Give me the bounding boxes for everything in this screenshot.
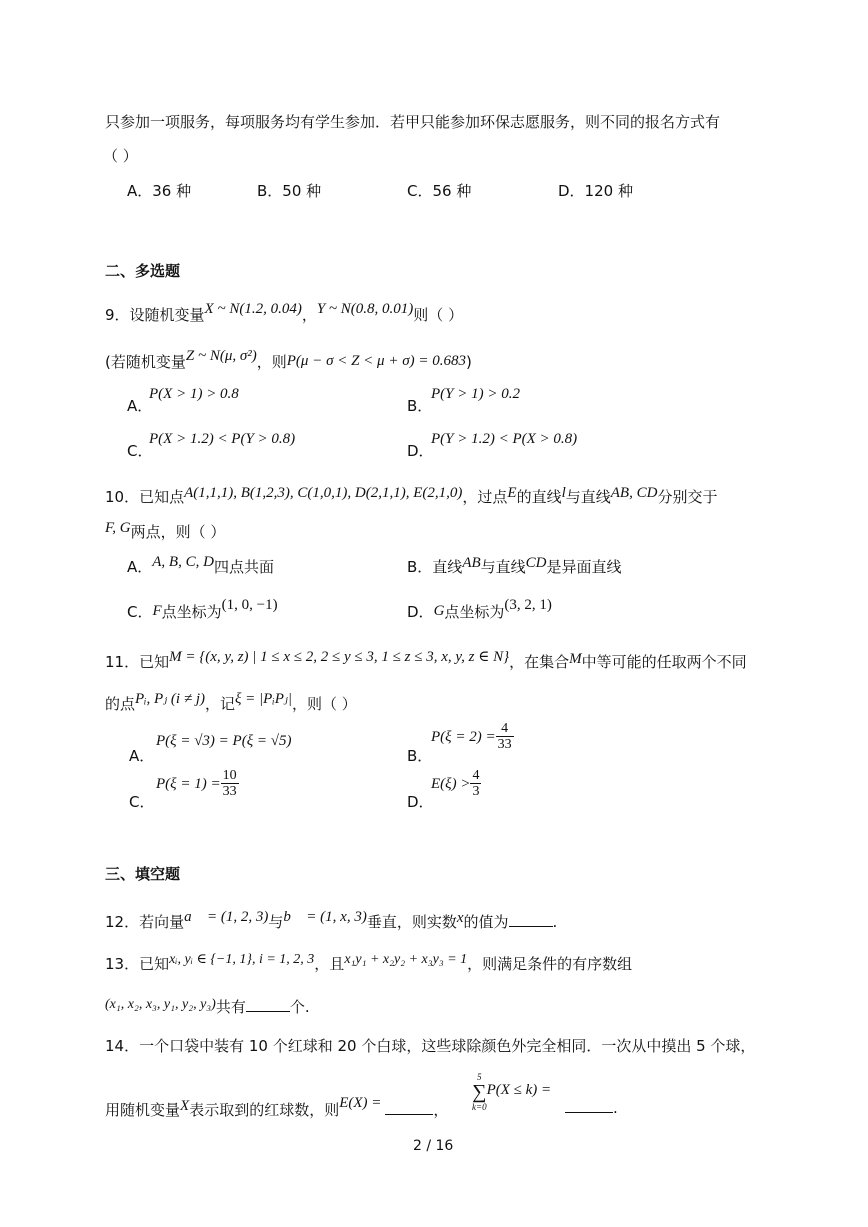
section-title-fill-in: 三、填空题 [105, 865, 181, 883]
q14-answer-blank-2[interactable] [565, 1111, 613, 1113]
q14-sum-sigma: ∑ [472, 1081, 487, 1103]
q10-option-b-label: B． [407, 558, 433, 576]
q11-option-c-label: C． [129, 793, 155, 811]
q10-option-c-label: C． [127, 603, 153, 621]
q10-e: E [507, 485, 517, 501]
q8-continuation: 只参加一项服务，每项服务均有学生参加．若甲只能参加环保志愿服务，则不同的报名方式有 [105, 113, 721, 131]
q14-summation [472, 1072, 487, 1112]
q10-option-c-f: F [152, 603, 162, 619]
q10-option-d-value: (3, 2, 1) [504, 597, 552, 613]
q10-option-d-text: 点坐标为 [444, 603, 505, 621]
q10-points: A(1,1,1), B(1,2,3), C(1,0,1), D(2,1,1), E(2,1,0) [184, 485, 463, 501]
q10-option-a [127, 556, 274, 577]
q11-stem-line2 [105, 693, 357, 714]
q11-end: ，则（ ） [291, 695, 357, 713]
q13-tuple: (x₁, x₂, x₃, y₁, y₂, y₃) [105, 997, 216, 1012]
q9-note-p: P(μ − σ < Z < μ + σ) = 0.683 [286, 353, 466, 369]
q9-comma: ， [301, 306, 317, 324]
q13-stem [105, 953, 632, 974]
q9-end: 则（ ） [413, 306, 464, 324]
q11-option-b-lhs: P(ξ = 2) = [431, 729, 496, 745]
q14-expectation: E(X) = [339, 1095, 382, 1111]
q10-option-c [127, 597, 278, 622]
q14-sum-lower: k=0 [472, 1102, 487, 1112]
q12-end: 的值为 [463, 913, 509, 931]
q8-option-c: C．56 种 [407, 182, 472, 200]
q9-note-z: Z ~ N(μ, σ²) [185, 348, 257, 364]
q9-option-c: P(X > 1.2) < P(Y > 0.8) [149, 431, 296, 447]
q11-option-b-denominator: 33 [497, 737, 512, 752]
q10-fg: F, G [105, 520, 131, 536]
q14-tail: . [613, 1099, 618, 1117]
q10-option-b [407, 556, 622, 577]
q9-note [105, 348, 472, 372]
q11-option-b [431, 721, 514, 752]
q10-option-d-g: G [433, 603, 445, 619]
q11-option-b-numerator: 4 [496, 721, 514, 737]
q10-l: l [561, 485, 566, 501]
q10-option-c-text: 点坐标为 [161, 603, 222, 621]
section-title-multiple-choice: 二、多选题 [105, 262, 181, 280]
q11-option-d-numerator: 4 [472, 768, 480, 783]
q12-vector-b: b⃗ = (1, x, 3) [283, 909, 367, 925]
q9-y-dist: Y ~ N(0.8, 0.01) [316, 301, 414, 317]
q14-comma: ， [433, 1101, 449, 1119]
q10-option-b-cd: CD [525, 555, 547, 571]
q12-mid2: 垂直，则实数 [366, 913, 457, 931]
q9-note-end: ) [465, 353, 472, 371]
q11-mid2: 中等可能的任取两个不同 [581, 653, 747, 671]
q10-stem [105, 486, 717, 507]
q11-lead: 11．已知 [105, 653, 170, 671]
q11-stem [105, 651, 747, 672]
q10-option-d-label: D． [407, 603, 434, 621]
q13-tail2: 个. [289, 998, 310, 1016]
q8-option-d: D．120 种 [558, 182, 633, 200]
q12-tail: . [552, 913, 558, 931]
q9-x-dist: X ~ N(1.2, 0.04) [204, 301, 302, 317]
q11-option-b-label: B． [407, 747, 433, 765]
q8-paren: （ ） [103, 147, 138, 165]
q10-stem-line2 [105, 521, 225, 542]
q13-condition: xᵢ, yᵢ ∈ {−1, 1}, i = 1, 2, 3 [169, 952, 315, 967]
q14-line2 [105, 1095, 449, 1120]
q12-x: x [456, 910, 464, 926]
q11-mid1: ，在集合 [509, 653, 570, 671]
q13-end: ，则满足条件的有序数组 [467, 955, 633, 973]
q10-option-a-points: A, B, C, D [152, 554, 214, 570]
q13-mid: ，且 [314, 955, 345, 973]
q10-option-b-text3: 是异面直线 [546, 558, 622, 576]
q9-option-d-label: D． [407, 442, 434, 460]
q10-lead: 10．已知点 [105, 488, 185, 506]
q14-x: X [180, 1098, 190, 1114]
q11-option-b-fraction [496, 721, 514, 752]
q13-equation: x₁y₁ + x₂y₂ + x₃y₃ = 1 [344, 952, 468, 967]
q11-option-c [156, 768, 239, 799]
q8-option-b: B．50 种 [257, 182, 322, 200]
q13-answer-blank[interactable] [246, 1010, 290, 1012]
q11-option-d [431, 768, 481, 799]
q10-option-b-text2: 与直线 [480, 558, 526, 576]
q9-option-b-label: B． [407, 397, 433, 415]
q14-sum-body: P(X ≤ k) = [486, 1081, 552, 1098]
q10-mid4: 分别交于 [657, 488, 718, 506]
q10-mid2: 的直线 [516, 488, 562, 506]
q12-lead: 12．若向量 [105, 913, 185, 931]
q9-option-a-label: A． [127, 397, 153, 415]
q10-abcd: AB, CD [610, 485, 658, 501]
q14-sum [472, 1072, 551, 1112]
q11-points: Pᵢ, Pⱼ (i ≠ j) [135, 691, 205, 707]
q10-mid3: 与直线 [565, 488, 611, 506]
q11-option-d-denominator: 3 [472, 784, 480, 799]
q12-mid1: 与 [268, 913, 284, 931]
q9-note-lead: (若随机变量 [105, 353, 186, 371]
q11-option-c-fraction [221, 768, 239, 799]
q10-option-c-value: (1, 0, −1) [221, 597, 278, 613]
q14-line1: 14．一个口袋中装有 10 个红球和 20 个白球，这些球除颜色外完全相同．一次从中摸出 5 个球， [105, 1037, 756, 1055]
q9-stem [105, 301, 464, 325]
q11-mid3: ，记 [204, 695, 235, 713]
q10-option-b-text1: 直线 [432, 558, 463, 576]
q14-answer-blank-1[interactable] [385, 1113, 433, 1115]
q13-tail1: 共有 [215, 998, 246, 1016]
q9-option-a: P(X > 1) > 0.8 [149, 386, 239, 402]
q14-blank-2-wrap [565, 1099, 618, 1117]
q9-option-c-label: C． [127, 442, 153, 460]
q8-option-a: A．36 种 [127, 182, 192, 200]
q12-stem [105, 911, 557, 932]
q9-note-mid: ，则 [256, 353, 287, 371]
q11-option-d-fraction [470, 768, 481, 799]
q12-vector-a: a⃗ = (1, 2, 3) [184, 909, 269, 925]
q11-xi: ξ = |PᵢPⱼ| [235, 691, 292, 707]
q10-option-b-ab: AB [462, 555, 481, 571]
q10-option-d [407, 597, 552, 622]
q14-sum-upper: 5 [477, 1072, 482, 1082]
q10-end: 两点，则（ ） [130, 523, 226, 541]
q11-option-c-lhs: P(ξ = 1) = [156, 776, 221, 792]
q11-option-d-label: D． [407, 793, 434, 811]
q11-option-a: P(ξ = √3) = P(ξ = √5) [156, 733, 292, 749]
q9-option-d: P(Y > 1.2) < P(X > 0.8) [431, 431, 578, 447]
q11-option-a-label: A． [129, 747, 155, 765]
q11-option-d-lhs: E(ξ) > [431, 776, 471, 792]
q10-option-a-label: A． [127, 558, 153, 576]
q9-option-b: P(Y > 1) > 0.2 [431, 386, 520, 402]
q11-option-c-numerator: 10 [222, 768, 237, 783]
q10-option-a-text: 四点共面 [213, 558, 274, 576]
q11-line2-lead: 的点 [105, 695, 136, 713]
page-number: 2 / 16 [413, 1138, 454, 1154]
q12-answer-blank[interactable] [509, 925, 553, 927]
q10-mid1: ，过点 [462, 488, 508, 506]
q9-lead: 9．设随机变量 [105, 306, 205, 324]
q11-option-c-denominator: 33 [222, 784, 237, 799]
q11-set: M = {(x, y, z) | 1 ≤ x ≤ 2, 2 ≤ y ≤ 3, 1 ≤ z ≤ 3, x, y, z ∈ N} [169, 649, 510, 665]
q13-stem-line2 [105, 996, 310, 1017]
q13-lead: 13．已知 [105, 955, 170, 973]
q14-mid: 表示取到的红球数，则 [189, 1101, 340, 1119]
q11-m: M [569, 651, 582, 667]
q14-lead2: 用随机变量 [105, 1101, 181, 1119]
